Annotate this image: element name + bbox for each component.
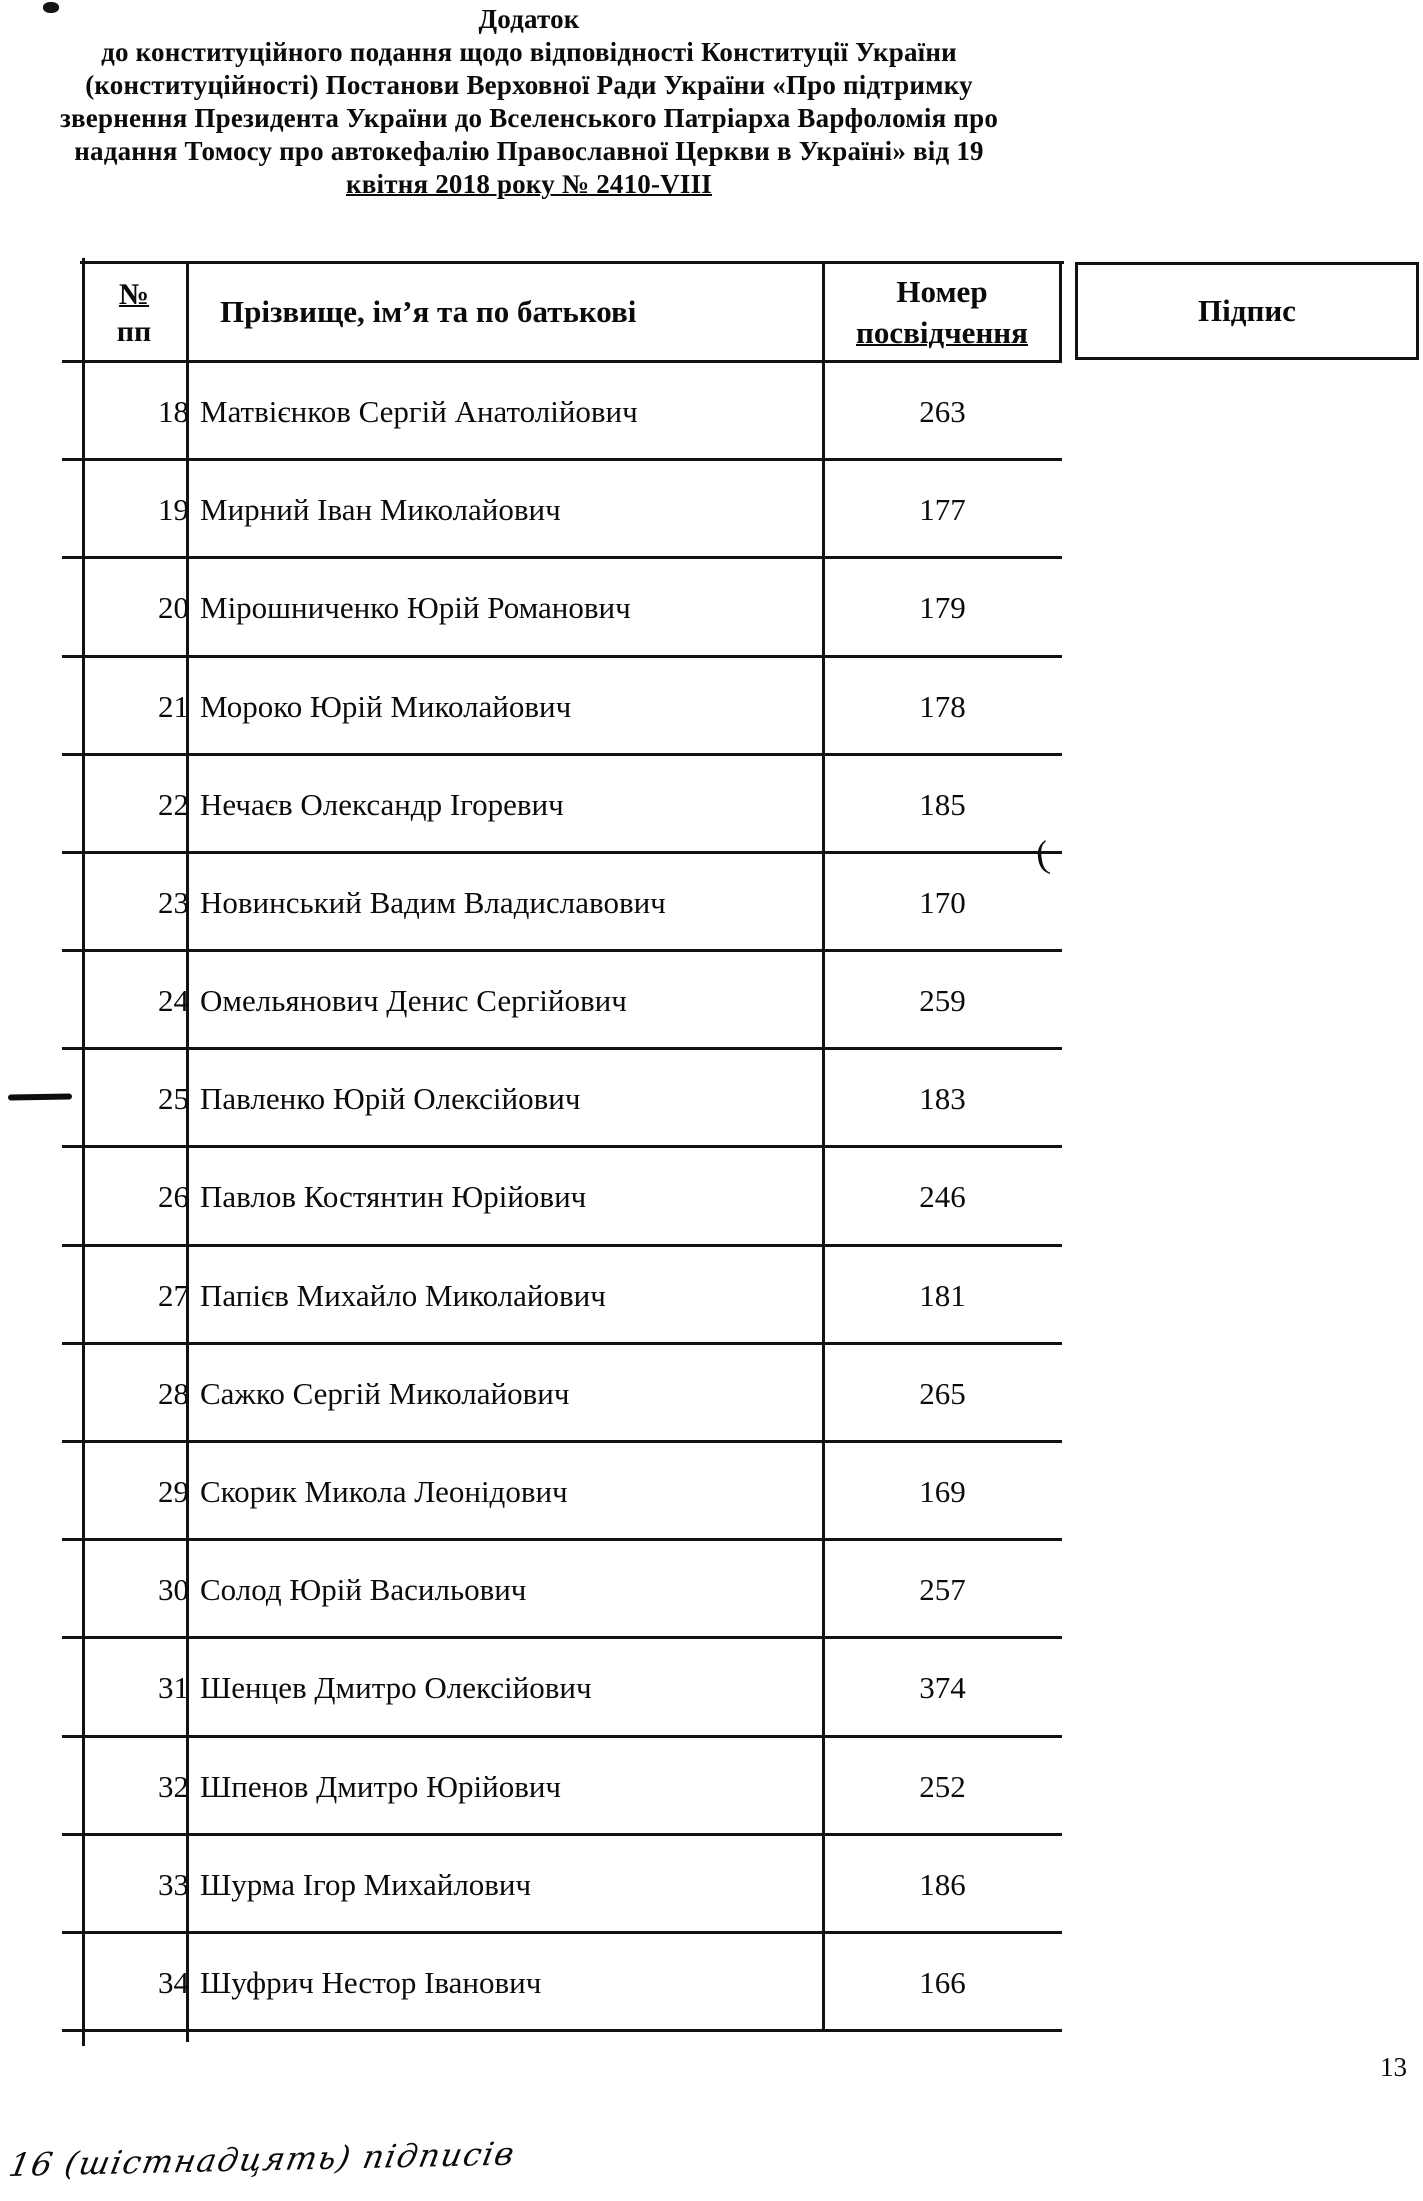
row-index: 24 xyxy=(158,983,189,1018)
table-row xyxy=(60,756,1064,854)
column-header-index-top: № xyxy=(118,278,150,311)
row-certificate-number: 246 xyxy=(919,1179,966,1214)
column-header-certificate xyxy=(825,264,1059,360)
row-index: 22 xyxy=(158,787,189,822)
row-signature-area xyxy=(1075,1345,1423,1443)
title-line: квітня 2018 року № 2410-VIII xyxy=(346,169,712,199)
row-certificate-number: 178 xyxy=(919,689,966,724)
table-row xyxy=(60,1247,1064,1345)
row-certificate-number: 181 xyxy=(919,1278,966,1313)
column-header-signature: Підпис xyxy=(1075,262,1419,360)
table-row xyxy=(60,1934,1064,2032)
row-certificate-number: 374 xyxy=(919,1670,966,1705)
row-signature-area xyxy=(1075,461,1423,559)
row-certificate-number: 252 xyxy=(919,1769,966,1804)
table-row xyxy=(60,952,1064,1050)
row-deputy-name: Шуфрич Нестор Іванович xyxy=(200,1965,542,2000)
row-index: 30 xyxy=(158,1572,189,1607)
row-deputy-name: Матвієнков Сергій Анатолійович xyxy=(200,394,638,429)
row-certificate-number: 265 xyxy=(919,1376,966,1411)
row-signature-area xyxy=(1075,658,1423,756)
row-deputy-name: Шпенов Дмитро Юрійович xyxy=(200,1769,562,1804)
handwritten-note: 16 (шістнадцять) підписів xyxy=(6,2134,519,2184)
row-deputy-name: Новинський Вадим Владиславович xyxy=(200,885,666,920)
table-row xyxy=(60,1836,1064,1934)
row-index: 19 xyxy=(158,492,189,527)
row-certificate-number: 166 xyxy=(919,1965,966,2000)
row-index: 31 xyxy=(158,1670,189,1705)
table-row xyxy=(60,1541,1064,1639)
row-deputy-name: Павлов Костянтин Юрійович xyxy=(200,1179,587,1214)
row-certificate-number: 177 xyxy=(919,492,966,527)
row-signature-area xyxy=(1075,1443,1423,1541)
row-index: 18 xyxy=(158,394,189,429)
row-index: 32 xyxy=(158,1769,189,1804)
cert-column-right-border xyxy=(1059,263,1062,363)
title-line: звернення Президента України до Вселенського Патріарха Варфоломія про xyxy=(59,103,999,133)
row-deputy-name: Сажко Сергій Миколайович xyxy=(200,1376,570,1411)
row-deputy-name: Мірошниченко Юрій Романович xyxy=(200,590,631,625)
page-number: 13 xyxy=(1380,2052,1407,2082)
row-deputy-name: Мороко Юрій Миколайович xyxy=(200,689,572,724)
row-index: 34 xyxy=(158,1965,189,2000)
table-row xyxy=(60,559,1064,657)
table-row xyxy=(60,1345,1064,1443)
row-index: 25 xyxy=(158,1081,189,1116)
stray-pen-mark: ( xyxy=(1033,833,1052,877)
row-index: 21 xyxy=(158,689,189,724)
table-row xyxy=(60,1443,1064,1541)
row-index: 33 xyxy=(158,1867,189,1902)
table-row xyxy=(60,1639,1064,1737)
column-header-certificate-bottom: посвідчення xyxy=(856,315,1028,350)
row-deputy-name: Нечаєв Олександр Ігоревич xyxy=(200,787,564,822)
table-row xyxy=(60,363,1064,461)
row-signature-area xyxy=(1075,1934,1423,2032)
row-signature-area xyxy=(1075,854,1423,952)
row-signature-area xyxy=(1075,363,1423,461)
row-deputy-name: Шурма Ігор Михайлович xyxy=(200,1867,532,1902)
row-signature-area xyxy=(1075,1738,1423,1836)
row-certificate-number: 169 xyxy=(919,1474,966,1509)
title-line: до конституційного подання щодо відповідності Конституції України xyxy=(101,37,957,67)
row-deputy-name: Мирний Іван Миколайович xyxy=(200,492,561,527)
column-header-certificate-top: Номер xyxy=(896,274,988,309)
column-header-index xyxy=(84,266,184,360)
column-header-index-bottom: пп xyxy=(116,315,152,348)
row-certificate-number: 259 xyxy=(919,983,966,1018)
row-index: 23 xyxy=(158,885,189,920)
table-row xyxy=(60,1050,1064,1148)
row-certificate-number: 257 xyxy=(919,1572,966,1607)
row-deputy-name: Солод Юрій Васильович xyxy=(200,1572,527,1607)
row-deputy-name: Папієв Михайло Миколайович xyxy=(200,1278,606,1313)
table-row xyxy=(60,1148,1064,1246)
row-index: 20 xyxy=(158,590,189,625)
row-signature-area xyxy=(1075,1836,1423,1934)
row-signature-area xyxy=(1075,952,1423,1050)
row-certificate-number: 263 xyxy=(919,394,966,429)
row-certificate-number: 185 xyxy=(919,787,966,822)
row-certificate-number: 183 xyxy=(919,1081,966,1116)
row-deputy-name: Шенцев Дмитро Олексійович xyxy=(200,1670,592,1705)
row-signature-area xyxy=(1075,559,1423,657)
row-signature-area xyxy=(1075,1247,1423,1345)
row-certificate-number: 179 xyxy=(919,590,966,625)
table-row xyxy=(60,461,1064,559)
title-line: надання Томосу про автокефалію Православної Церкви в Україні» від 19 xyxy=(74,136,984,166)
row-certificate-number: 186 xyxy=(919,1867,966,1902)
row-deputy-name: Скорик Микола Леонідович xyxy=(200,1474,568,1509)
margin-dash-mark xyxy=(8,1093,72,1100)
row-signature-area xyxy=(1075,1148,1423,1246)
row-index: 27 xyxy=(158,1278,189,1313)
row-signature-area xyxy=(1075,1050,1423,1148)
row-certificate-number: 170 xyxy=(919,885,966,920)
row-index: 26 xyxy=(158,1179,189,1214)
row-index: 28 xyxy=(158,1376,189,1411)
title-line: Додаток xyxy=(478,4,580,34)
row-deputy-name: Омельянович Денис Сергійович xyxy=(200,983,627,1018)
table-row xyxy=(60,1738,1064,1836)
row-signature-area xyxy=(1075,756,1423,854)
row-signature-area xyxy=(1075,1639,1423,1737)
row-deputy-name: Павленко Юрій Олексійович xyxy=(200,1081,581,1116)
row-signature-area xyxy=(1075,1541,1423,1639)
row-index: 29 xyxy=(158,1474,189,1509)
table-row xyxy=(60,854,1064,952)
title-line: (конституційності) Постанови Верховної Ради України «Про підтримку xyxy=(85,70,973,100)
document-title-block xyxy=(0,3,1058,201)
table-row xyxy=(60,658,1064,756)
column-header-name: Прізвище, ім’я та по батькові xyxy=(220,293,637,329)
